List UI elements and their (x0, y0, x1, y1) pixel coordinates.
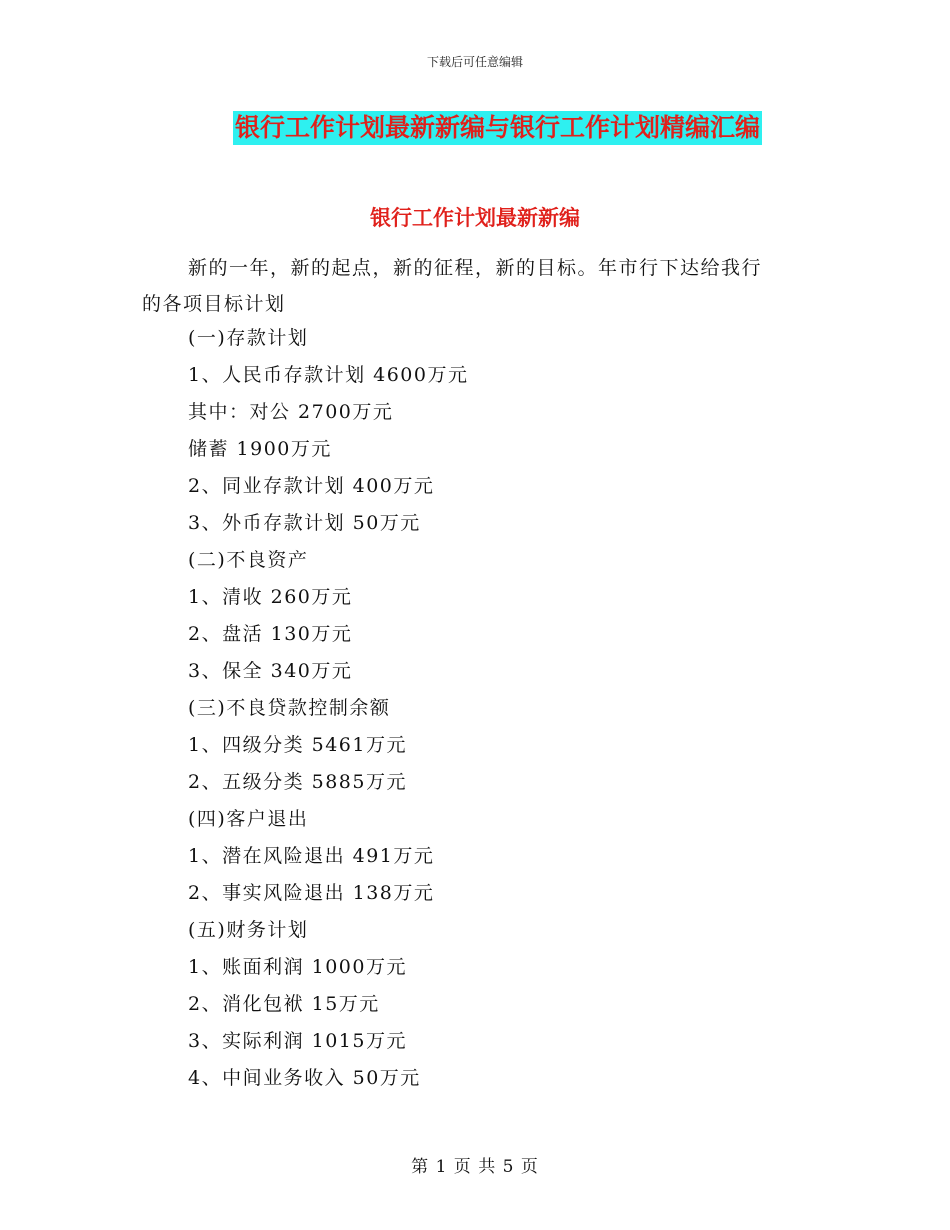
plan-line: 3、实际利润 1015万元 (188, 1030, 407, 1052)
plan-line: 4、中间业务收入 50万元 (188, 1067, 421, 1089)
header-note: 下载后可任意编辑 (426, 55, 523, 69)
section-title: 银行工作计划最新新编 (370, 205, 580, 230)
plan-line: 2、同业存款计划 400万元 (188, 475, 435, 497)
plan-line: 1、清收 260万元 (188, 586, 353, 608)
plan-line: (二)不良资产 (188, 549, 309, 571)
intro-paragraph (142, 250, 802, 322)
plan-line: (四)客户退出 (188, 808, 309, 830)
plan-line: 1、人民币存款计划 4600万元 (188, 364, 469, 386)
plan-line: 2、消化包袱 15万元 (188, 993, 380, 1015)
plan-line: 1、潜在风险退出 491万元 (188, 845, 435, 867)
document-title: 银行工作计划最新新编与银行工作计划精编汇编 (233, 111, 762, 145)
intro-line-2: 的各项目标计划 (142, 293, 286, 315)
plan-line: 2、五级分类 5885万元 (188, 771, 407, 793)
plan-line: (五)财务计划 (188, 919, 309, 941)
plan-line: (一)存款计划 (188, 327, 309, 349)
intro-line-1: 新的一年，新的起点，新的征程，新的目标。年市行下达给我行 (188, 257, 763, 279)
plan-line: 2、事实风险退出 138万元 (188, 882, 435, 904)
plan-line: 1、四级分类 5461万元 (188, 734, 407, 756)
page-indicator: 第 1 页 共 5 页 (411, 1157, 539, 1177)
plan-list (188, 320, 468, 1097)
plan-line: 1、账面利润 1000万元 (188, 956, 407, 978)
document-title-container (0, 111, 950, 145)
plan-line: 3、保全 340万元 (188, 660, 353, 682)
plan-line: 其中：对公 2700万元 (188, 401, 394, 423)
plan-line: 储蓄 1900万元 (188, 438, 332, 460)
plan-line: 3、外币存款计划 50万元 (188, 512, 421, 534)
plan-line: (三)不良贷款控制余额 (188, 697, 391, 719)
plan-line: 2、盘活 130万元 (188, 623, 353, 645)
